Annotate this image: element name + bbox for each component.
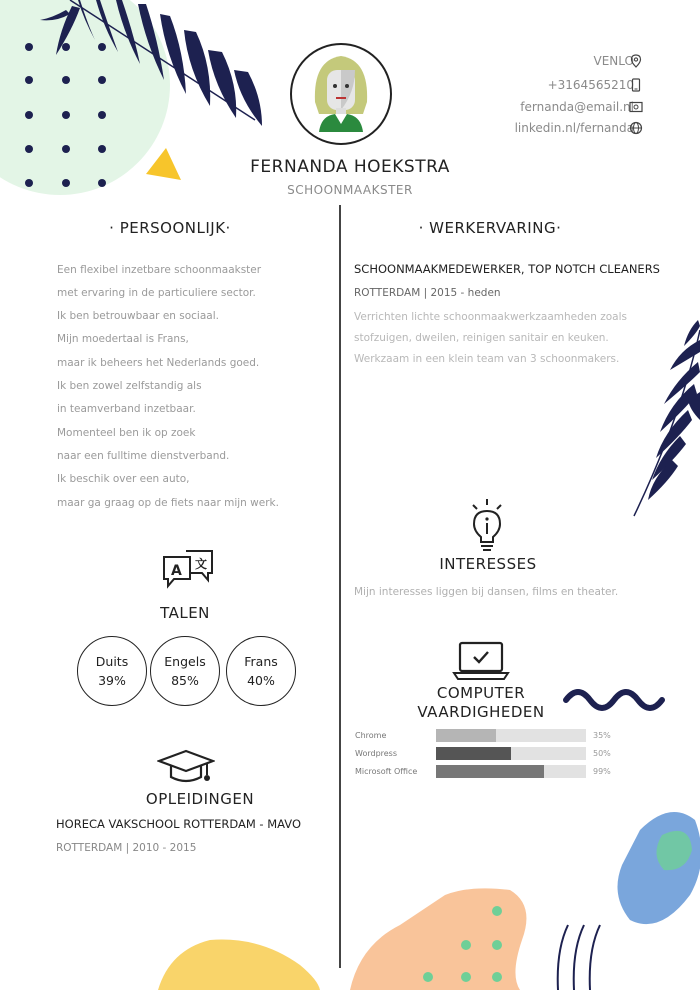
personal-line: naar een fulltime dienstverband. bbox=[57, 450, 230, 462]
lightbulb-icon bbox=[470, 498, 504, 552]
personal-line: Ik ben betrouwbaar en sociaal. bbox=[57, 310, 219, 322]
candidate-role: SCHOONMAAKSTER bbox=[287, 183, 413, 197]
languages-section-title: TALEN bbox=[160, 604, 210, 622]
personal-line: met ervaring in de particuliere sector. bbox=[57, 287, 256, 299]
computer-section-title-line2: VAARDIGHEDEN bbox=[417, 703, 545, 721]
laptop-icon bbox=[452, 641, 510, 681]
skill-percent: 99% bbox=[593, 767, 611, 776]
translate-icon bbox=[162, 549, 214, 591]
skill-percent: 50% bbox=[593, 749, 611, 758]
email-icon bbox=[629, 100, 643, 114]
blue-blob bbox=[618, 812, 700, 924]
job-description-line: Verrichten lichte schoonmaakwerkzaamheden zoals bbox=[354, 311, 627, 323]
education-section-title: OPLEIDINGEN bbox=[145, 790, 255, 808]
personal-line: Momenteel ben ik op zoek bbox=[57, 427, 196, 439]
yellow-triangle bbox=[146, 148, 181, 180]
personal-line: maar ik beheers het Nederlands goed. bbox=[57, 357, 260, 369]
language-circle-duits bbox=[77, 636, 147, 706]
personal-line: Een flexibel inzetbare schoonmaakster bbox=[57, 264, 262, 276]
svg-text:文: 文 bbox=[195, 557, 208, 571]
language-level: 85% bbox=[171, 673, 199, 688]
location-pin-icon bbox=[629, 54, 643, 68]
skill-name: Wordpress bbox=[355, 749, 398, 758]
svg-text:A: A bbox=[171, 563, 182, 579]
graduation-cap-icon bbox=[157, 749, 215, 785]
skill-bar-microsoft-office bbox=[436, 765, 586, 778]
computer-section-title-line1: COMPUTER bbox=[436, 684, 526, 702]
education-meta: ROTTERDAM | 2010 - 2015 bbox=[56, 842, 197, 854]
skill-bar-fill bbox=[436, 729, 496, 742]
language-circle-engels bbox=[150, 636, 220, 706]
skill-bar-chrome bbox=[436, 729, 586, 742]
job-description-line: stofzuigen, dweilen, reinigen sanitair en keuken. bbox=[354, 332, 609, 344]
palm-leaf-right bbox=[634, 320, 700, 516]
personal-section-title: · PERSOONLIJK· bbox=[109, 219, 231, 237]
globe-icon bbox=[629, 121, 643, 135]
contact-location: VENLO bbox=[593, 54, 634, 68]
language-name: Frans bbox=[244, 654, 278, 669]
skill-bar-wordpress bbox=[436, 747, 586, 760]
phone-icon bbox=[629, 78, 643, 92]
arc-lines-decoration bbox=[558, 925, 600, 990]
contact-phone: +3164565210 bbox=[547, 78, 634, 92]
skill-name: Microsoft Office bbox=[355, 767, 418, 776]
experience-section-title: · WERKERVARING· bbox=[418, 219, 562, 237]
skill-bar-fill bbox=[436, 765, 544, 778]
job-description-line: Werkzaam in een klein team van 3 schoonmakers. bbox=[354, 353, 620, 365]
skill-bar-fill bbox=[436, 747, 511, 760]
contact-email: fernanda@email.nl bbox=[520, 100, 634, 114]
personal-line: Ik beschik over een auto, bbox=[57, 473, 190, 485]
job-meta: ROTTERDAM | 2015 - heden bbox=[354, 287, 501, 299]
education-school: HORECA VAKSCHOOL ROTTERDAM - MAVO bbox=[56, 817, 302, 831]
personal-line: in teamverband inzetbaar. bbox=[57, 403, 196, 415]
candidate-name: FERNANDA HOEKSTRA bbox=[250, 157, 450, 177]
interests-section-title: INTERESSES bbox=[439, 555, 537, 573]
avatar bbox=[289, 42, 393, 146]
personal-line: maar ga graag op de fiets naar mijn werk. bbox=[57, 497, 279, 509]
language-name: Engels bbox=[164, 654, 206, 669]
language-name: Duits bbox=[95, 654, 129, 669]
yellow-blob bbox=[158, 940, 320, 990]
personal-line: Ik ben zowel zelfstandig als bbox=[57, 380, 202, 392]
squiggle-decoration bbox=[566, 692, 662, 708]
personal-line: Mijn moedertaal is Frans, bbox=[57, 333, 189, 345]
language-level: 40% bbox=[247, 673, 275, 688]
contact-linkedin: linkedin.nl/fernanda bbox=[514, 121, 634, 135]
skill-name: Chrome bbox=[355, 731, 387, 740]
job-title: SCHOONMAAKMEDEWERKER, TOP NOTCH CLEANERS bbox=[354, 262, 660, 276]
interests-text: Mijn interesses liggen bij dansen, films en theater. bbox=[354, 586, 619, 598]
skill-percent: 35% bbox=[593, 731, 611, 740]
language-circle-frans bbox=[226, 636, 296, 706]
language-level: 39% bbox=[98, 673, 126, 688]
